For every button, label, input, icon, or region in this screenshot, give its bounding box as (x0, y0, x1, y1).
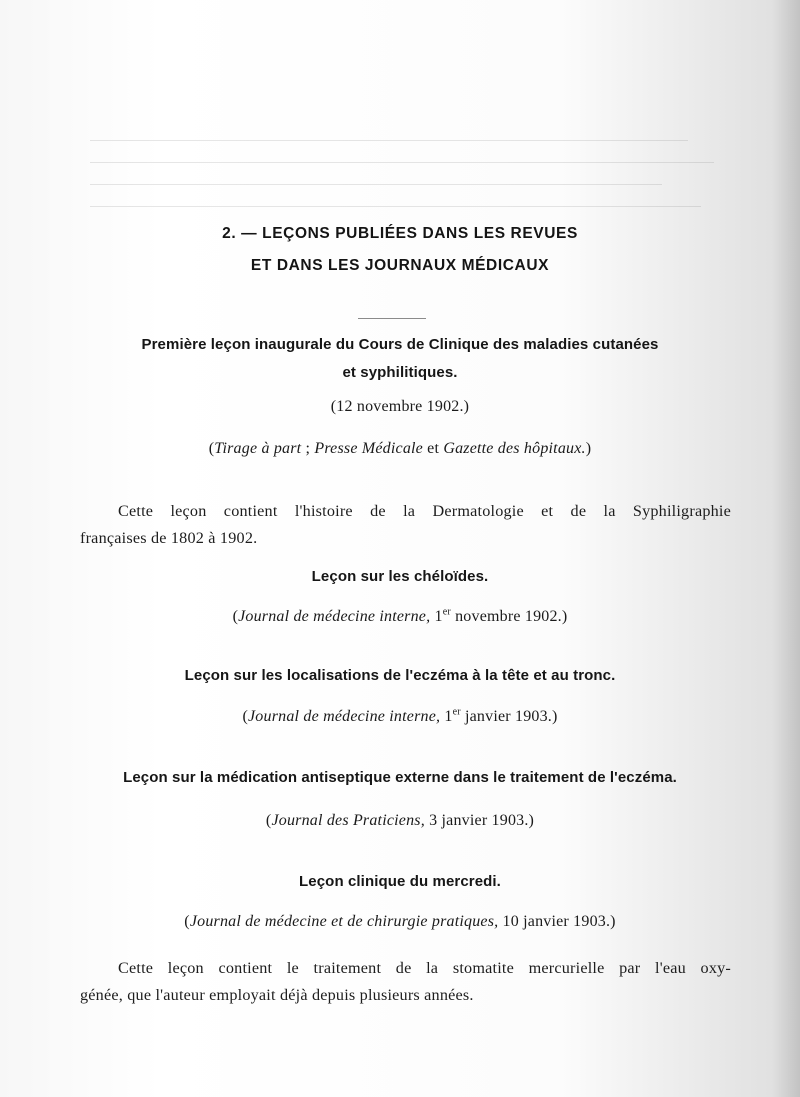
entry-source-cheloides: (Journal de médecine interne, 1er novembre 1902.) (232, 606, 568, 625)
entry-title-line1: Première leçon inaugurale du Cours de Clinique des maladies cutanées (141, 336, 659, 353)
source-tirage: Tirage à part (214, 440, 302, 457)
entry-title-line2: et syphilitiques. (342, 364, 458, 381)
source-separator: ; (301, 440, 315, 457)
entry-title-cheloides: Leçon sur les chéloïdes. (311, 568, 489, 585)
source-open-paren: ( (208, 440, 215, 457)
source-journal: Journal de médecine interne, (238, 608, 431, 625)
source-gazette: Gazette des hôpitaux. (443, 440, 586, 457)
entry-title-inaugural (0, 331, 800, 387)
entry-source-lecon-mercredi: (Journal de médecine et de chirurgie pratiques, 10 janvier 1903.) (184, 913, 616, 930)
heading-divider (358, 318, 426, 319)
entry-title-medication-antiseptique: Leçon sur la médication antiseptique externe dans le traitement de l'eczéma. (123, 769, 677, 786)
entry-description-inaugural (80, 498, 731, 552)
entry-source-eczema-localisations: (Journal de médecine interne, 1er janvier 1903.) (242, 706, 558, 725)
source-et: et (422, 440, 444, 457)
source-journal: Journal de médecine et de chirurgie pratiques, (189, 913, 499, 930)
source-journal: Journal des Praticiens, (271, 812, 425, 829)
entry-source-inaugural (0, 440, 800, 458)
section-heading-line1: 2. — LEÇONS PUBLIÉES DANS LES REVUES (222, 225, 578, 242)
section-heading-line2: ET DANS LES JOURNAUX MÉDICAUX (250, 257, 550, 274)
entry-date-inaugural: (12 novembre 1902.) (330, 398, 470, 415)
description-line: françaises de 1802 à 1902. (80, 529, 258, 547)
entry-description-lecon-mercredi (80, 955, 731, 1009)
description-line: Cette leçon contient le traitement de la stomatite mercurielle par l'eau oxy- (118, 959, 731, 977)
source-close-paren: ) (585, 440, 592, 457)
source-journal: Journal de médecine interne, (248, 708, 441, 725)
source-presse-medicale: Presse Médicale (314, 440, 423, 457)
section-heading (0, 218, 800, 282)
description-line: Cette leçon contient l'histoire de la Dermatologie et de la Syphiligraphie (118, 502, 731, 520)
description-line: génée, que l'auteur employait déjà depuis plusieurs années. (80, 986, 474, 1004)
entry-title-lecon-mercredi: Leçon clinique du mercredi. (299, 873, 501, 890)
entry-title-eczema-localisations: Leçon sur les localisations de l'eczéma à la tête et au tronc. (184, 667, 616, 684)
entry-source-medication-antiseptique: (Journal des Praticiens, 3 janvier 1903.) (265, 812, 535, 829)
